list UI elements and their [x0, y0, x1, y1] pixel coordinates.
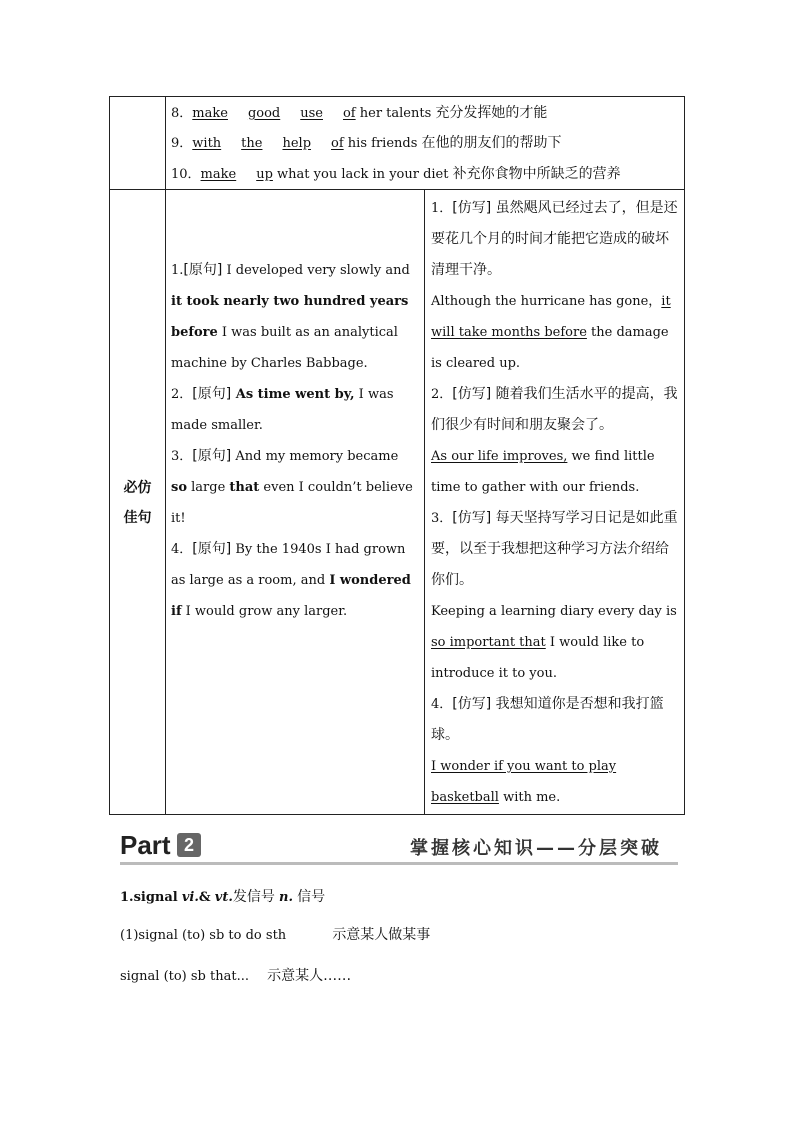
answer-blank: so important that — [431, 635, 546, 650]
original-sentences — [171, 255, 417, 627]
usage-line-2: signal (to) sb that... 示意某人…… — [120, 968, 352, 984]
answer-blank: make good use of — [192, 106, 356, 121]
original-sentence-4: 4．[原句] By the 1940s I had grown as large as a room, and I wondered if I would grow any larger. — [171, 541, 411, 619]
phrase-row-10: 10．make up what you lack in your diet 补充你食物中所缺乏的营养 — [171, 166, 621, 182]
vocabulary-table — [109, 96, 685, 815]
imitation-answer-2: As our life improves, we find little time to gather with our friends. — [431, 449, 655, 495]
imitation-sentence-2: 2．[仿写] 随着我们生活水平的提高，我们很少有时间和朋友聚会了。 — [431, 386, 678, 433]
imitation-sentence-3: 3．[仿写] 每天坚持写学习日记是如此重要，以至于我想把这种学习方法介绍给你们。 — [431, 510, 678, 588]
answer-blank: make up — [200, 167, 273, 182]
table-divider — [424, 190, 425, 814]
imitation-answer-1: Although the hurricane has gone，it will take months before the damage is cleared up. — [431, 294, 671, 371]
answer-blank: As our life improves, — [431, 449, 568, 464]
original-sentence-2: 2．[原句] As time went by, I was made smaller. — [171, 386, 394, 433]
part-header — [120, 828, 680, 866]
part-label: Part — [120, 830, 171, 860]
answer-blank: with the help of — [192, 136, 344, 151]
imitation-answer-3: Keeping a learning diary every day is so important that I would like to introduce it to you. — [431, 604, 677, 681]
entry-heading: 1.signal vi.& vt.发信号 n. 信号 — [120, 889, 326, 905]
imitation-sentence-4: 4．[仿写] 我想知道你是否想和我打篮球。 — [431, 696, 664, 743]
row-label-cell — [110, 190, 165, 815]
answer-blank: I wonder if you want to play basketball — [431, 759, 617, 805]
imitation-sentence-1: 1．[仿写] 虽然飓风已经过去了，但是还要花几个月的时间才能把它造成的破坏清理干净。 — [431, 200, 678, 278]
imitation-sentences — [431, 193, 679, 813]
part-number-badge: 2 — [177, 833, 201, 857]
phrase-row-9: 9．with the help of his friends 在他的朋友们的帮助下 — [171, 135, 562, 151]
imitation-answer-4: I wonder if you want to play basketball with me. — [431, 759, 617, 805]
section-title: 掌握核心知识——分层突破 — [410, 838, 662, 859]
phrase-row-8: 8．make good use of her talents 充分发挥她的才能 — [171, 105, 548, 121]
original-sentence-3: 3．[原句] And my memory became so large that even I couldn’t believe it! — [171, 448, 413, 526]
row-label: 必仿佳句 — [123, 479, 152, 526]
table-divider — [165, 97, 166, 814]
header-rule — [120, 862, 678, 865]
original-sentence-1: 1.[原句] I developed very slowly and it took nearly two hundred years before I was built as an analytical machine by Charles Babbage. — [171, 262, 410, 371]
answer-blank: it will take months before — [431, 294, 671, 340]
usage-line-1: (1)signal (to) sb to do sth 示意某人做某事 — [120, 927, 431, 943]
